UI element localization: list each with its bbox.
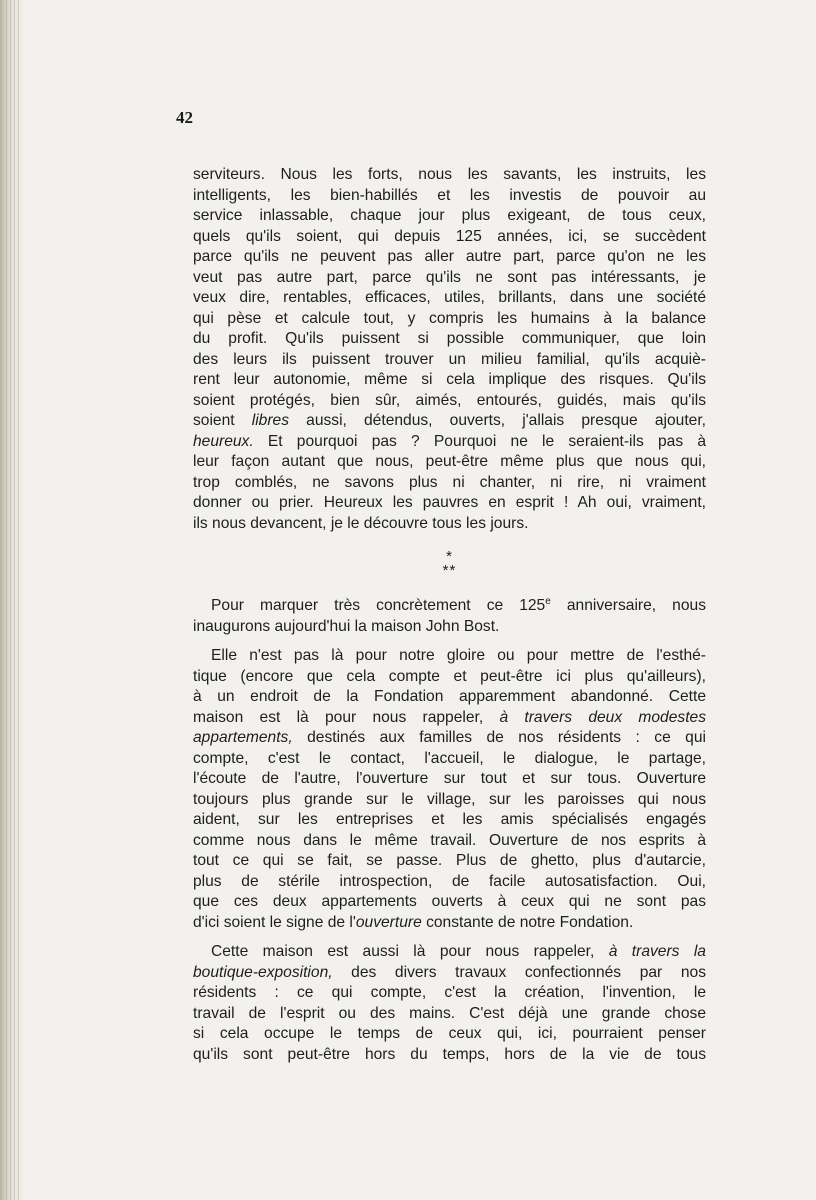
text-line: veut pas autre part, parce qu'ils ne sont pas intéressants, je [193, 268, 706, 286]
text-line: heureux. Et pourquoi pas ? Pourquoi ne le seraient-ils pas à [193, 432, 706, 450]
text-line: comme nous dans le même travail. Ouverture de nos esprits à [193, 831, 706, 849]
paragraph-2 [193, 596, 706, 637]
text-line: maison est là pour nous rappeler, à travers deux modestes [193, 708, 706, 726]
text-line: inaugurons aujourd'hui la maison John Bost. [193, 617, 500, 635]
text-line: Elle n'est pas là pour notre gloire ou pour mettre de l'esthé- [211, 647, 706, 664]
page-number: 42 [176, 108, 193, 127]
section-ornament [193, 550, 706, 578]
text-line: que ces deux appartements ouverts à ceux qui ne sont pas [193, 893, 706, 910]
book-spine-shadow [0, 0, 26, 1200]
text-line: appartements, destinés aux familles de nos résidents : ce qui [193, 729, 706, 746]
text-line: soient libres aussi, détendus, ouverts, j'allais presque ajouter, [193, 412, 706, 429]
text-line: soient protégés, bien sûr, aimés, entourés, guidés, mais qu'ils [193, 391, 706, 409]
text-line: quels qu'ils soient, qui depuis 125 années, ici, se succèdent [193, 227, 706, 245]
text-line: donner ou prier. Heureux les pauvres en esprit ! Ah oui, vraiment, [193, 494, 706, 511]
text-line: rent leur autonomie, même si cela implique des risques. Qu'ils [193, 371, 706, 388]
text-line: aident, sur les entreprises et les amis spécialisés engagés [193, 811, 706, 828]
text-line: serviteurs. Nous les forts, nous les savants, les instruits, les [193, 166, 706, 183]
paragraph-1 [193, 165, 706, 534]
text-line: Pour marquer très concrètement ce 125e anniversaire, nous [211, 595, 706, 614]
text-line: plus de stérile introspection, de facile autosatisfaction. Oui, [193, 872, 706, 890]
text-line: à un endroit de la Fondation apparemment abandonné. Cette [193, 688, 706, 705]
text-line: tout ce qui se fait, se passe. Plus de ghetto, plus d'autarcie, [193, 852, 706, 869]
text-line: service inlassable, chaque jour plus exigeant, de tous ceux, [193, 207, 706, 224]
text-line: d'ici soient le signe de l'ouverture constante de notre Fondation. [193, 913, 634, 931]
asterism-top: * [446, 548, 453, 565]
text-line: qui pèse et calcule tout, y compris les humains à la balance [193, 309, 706, 327]
asterism-bottom: ** [442, 562, 457, 579]
text-line: toujours plus grande sur le village, sur les paroisses qui nous [193, 790, 706, 808]
text-line: si cela occupe le temps de ceux qui, ici, pourraient penser [193, 1025, 706, 1042]
text-line: qu'ils sont peut-être hors du temps, hors de la vie de tous [193, 1045, 706, 1063]
text-line: trop comblés, ne savons plus ni chanter, ni rire, ni vraiment [193, 473, 706, 491]
paragraph-4 [193, 942, 706, 1065]
paragraph-3 [193, 646, 706, 933]
text-line: des leurs ils puissent trouver un milieu familial, qu'ils acquiè- [193, 350, 706, 368]
text-line: tique (encore que cela compte et peut-être ici plus qu'ailleurs), [193, 667, 706, 685]
text-line: résidents : ce qui compte, c'est la création, l'invention, le [193, 984, 706, 1001]
text-line: veux dire, rentables, efficaces, utiles, brillants, dans une société [193, 289, 706, 306]
text-line: boutique-exposition, des divers travaux confectionnés par nos [193, 963, 706, 981]
text-line: ils nous devancent, je le découvre tous les jours. [193, 514, 529, 532]
text-line: Cette maison est aussi là pour nous rappeler, à travers la [211, 943, 706, 960]
text-line: l'écoute de l'autre, l'ouverture sur tout et sur tous. Ouverture [193, 770, 706, 787]
text-line: travail de l'esprit ou des mains. C'est déjà une grande chose [193, 1004, 706, 1022]
text-line: intelligents, les bien-habillés et les investis de pouvoir au [193, 186, 706, 204]
body-text [193, 165, 706, 1065]
text-line: compte, c'est le contact, l'accueil, le dialogue, le partage, [193, 749, 706, 767]
text-line: du profit. Qu'ils puissent si possible communiquer, que loin [193, 330, 706, 347]
text-line: parce qu'ils ne peuvent pas aller autre part, parce qu'on ne les [193, 248, 706, 265]
text-line: leur façon autant que nous, peut-être même plus que nous qui, [193, 453, 706, 470]
